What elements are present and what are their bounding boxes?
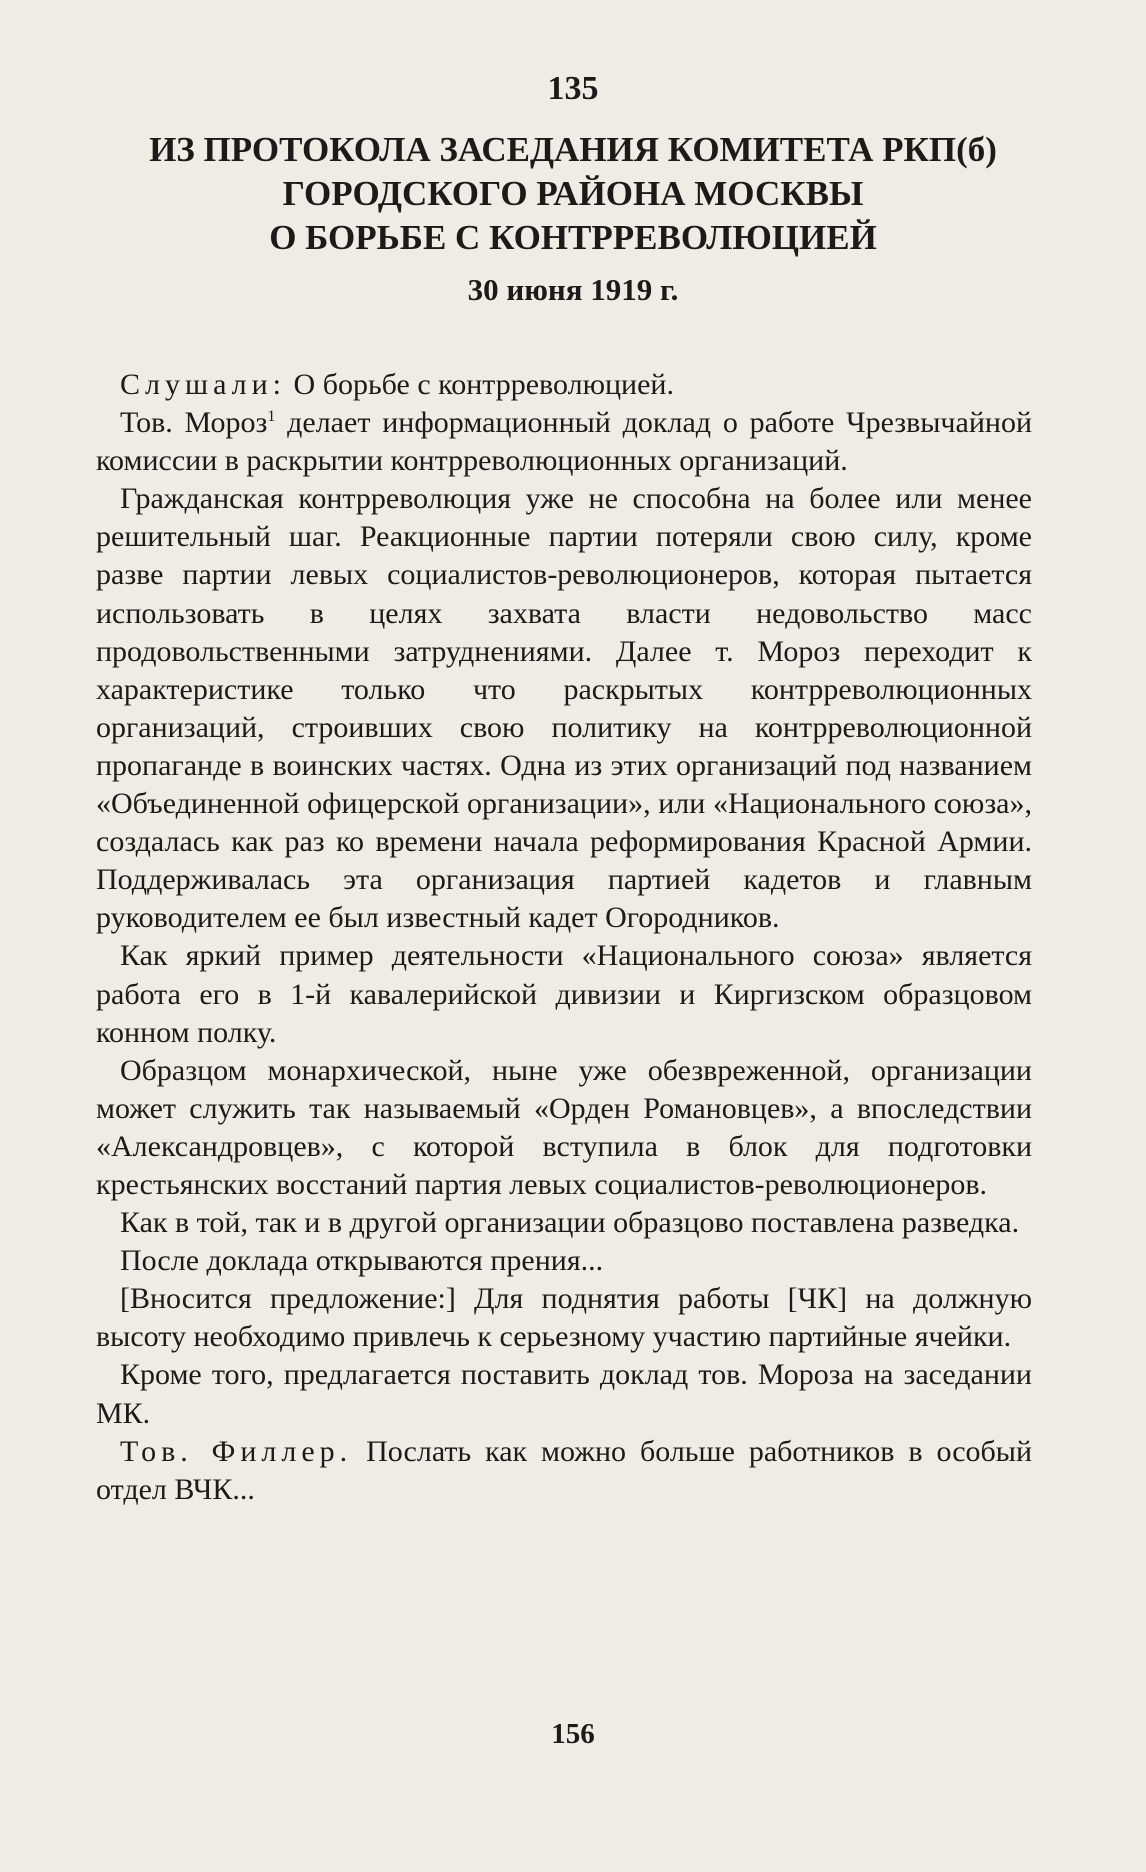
- document-number: 135: [547, 70, 599, 107]
- report-speaker: Тов. Мороз: [120, 406, 268, 440]
- document-date: 30 июня 1919 г.: [467, 272, 679, 307]
- report-text: делает информационный доклад о работе Чрезвычайной комиссии в раскрытии контрреволюционных организаций.: [96, 406, 1033, 478]
- title-line-3: О БОРЬБЕ С КОНТРРЕВОЛЮЦИЕЙ: [269, 218, 877, 257]
- paragraph-counterrevolution: Гражданская контрреволюция уже не способна на более или менее решительный шаг. Реакционные партии потеряли свою силу, кроме разве партии левых социалистов-революционеров, которая пытается использовать в целях захвата власти недовольство масс продовольственными затруднениями. Далее т. Мороз переходит к характеристике только что раскрытых контрреволюционных организаций, строивших свою политику на контрреволюционной пропаганде в воинских частях. Одна из этих организаций под названием «Объединенной офицерской организации», или «Национального союза», создалась как раз ко времени начала реформирования Красной Армии. Поддерживалась эта организация партией кадетов и главным руководителем ее был известный кадет Огородников.: [96, 482, 1032, 935]
- heard-text: О борьбе с контрреволюцией.: [286, 368, 674, 401]
- paragraph-heard: [96, 366, 1032, 404]
- paragraph-proposal: [Вносится предложение:] Для поднятия работы [ЧК] на должную высоту необходимо привлечь к серьезному участию партийные ячейки.: [96, 1282, 1032, 1354]
- paragraph-monarchist: Образцом монархической, ныне уже обезвреженной, организации может служить так называемый «Орден Романовцев», а впоследствии «Александровцев», с которой вступила в блок для подготовки крестьянских восстаний партия левых социалистов-революционеров.: [96, 1053, 1032, 1201]
- filler-label: Тов. Филлер.: [120, 1434, 353, 1468]
- document-title: [60, 128, 1086, 260]
- page-number: 156: [551, 1718, 595, 1750]
- footnote-marker: 1: [267, 408, 276, 426]
- paragraph-filler: [96, 1433, 1032, 1509]
- title-line-2: ГОРОДСКОГО РАЙОНА МОСКВЫ: [282, 174, 864, 213]
- paragraph-report: [96, 404, 1032, 480]
- filler-text: Послать как можно больше работников в особый отдел ВЧК...: [96, 1434, 1033, 1506]
- title-line-1: ИЗ ПРОТОКОЛА ЗАСЕДАНИЯ КОМИТЕТА РКП(б): [149, 130, 997, 169]
- document-body: [96, 366, 1032, 1509]
- paragraph-debate: После доклада открываются прения...: [120, 1244, 604, 1278]
- heard-label: Слушали:: [120, 368, 287, 401]
- paragraph-intelligence: Как в той, так и в другой организации образцово поставлена разведка.: [120, 1206, 1020, 1240]
- paragraph-national-union: Как яркий пример деятельности «Национального союза» является работа его в 1-й кавалерийской дивизии и Киргизском образцовом конном полку.: [96, 939, 1032, 1049]
- paragraph-mk-report: Кроме того, предлагается поставить доклад тов. Мороза на заседании МК.: [96, 1358, 1032, 1430]
